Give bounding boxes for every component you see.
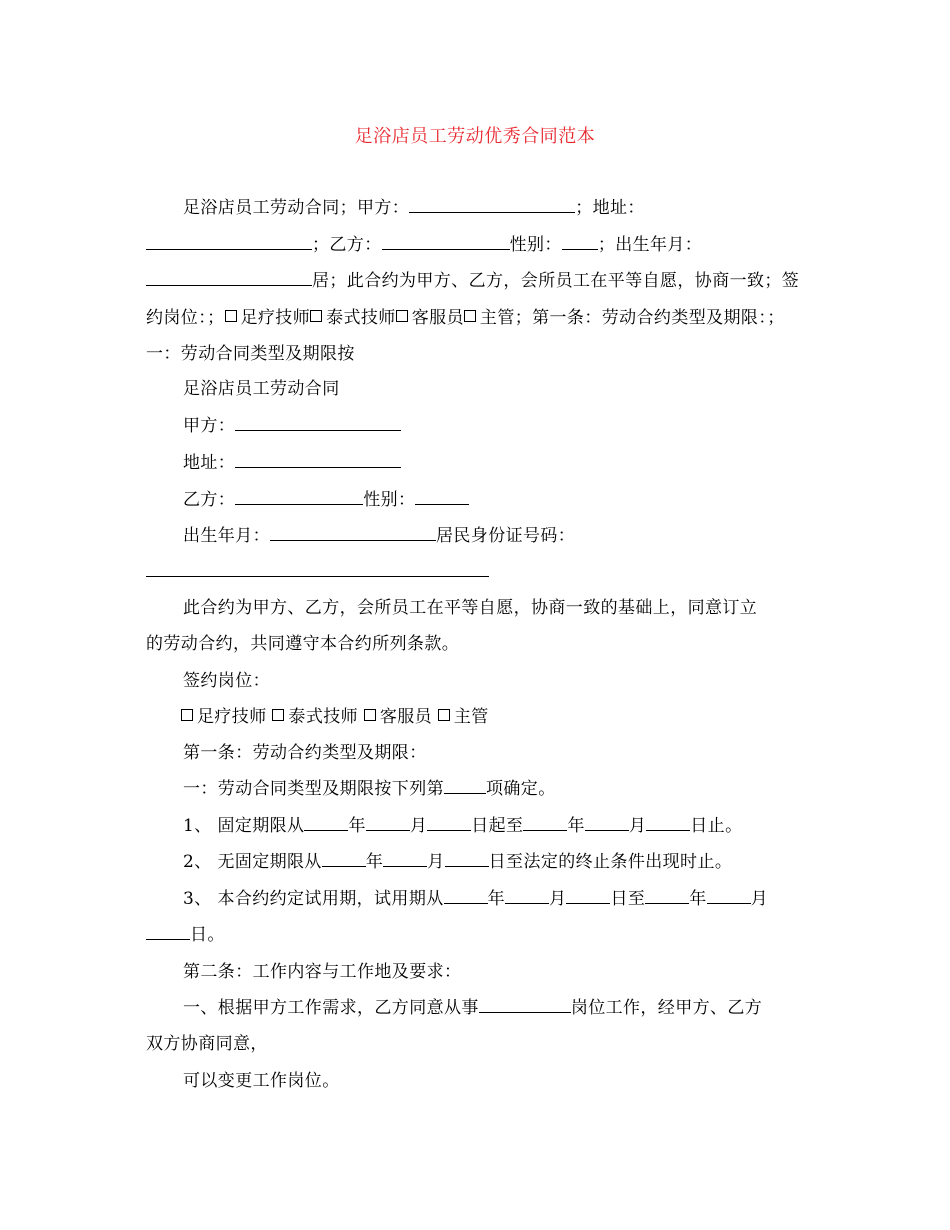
month-blank xyxy=(505,888,549,904)
birth-line xyxy=(183,524,575,548)
day-label: 日止。 xyxy=(690,816,743,836)
party-b-field xyxy=(235,489,363,505)
open-term-line xyxy=(183,850,732,874)
intro-text: 泰式技师 xyxy=(326,307,396,328)
month-blank xyxy=(383,851,427,867)
fixed-term-line xyxy=(183,814,742,838)
year-blank xyxy=(304,815,348,831)
month-blank xyxy=(366,815,410,831)
birth-label: 出生年月： xyxy=(183,526,270,546)
day-label: 日至 xyxy=(610,889,646,909)
agreement-line-2: 的劳动合约，共同遵守本合约所列条款。 xyxy=(146,634,460,654)
id-number-field xyxy=(146,576,489,577)
item-text: 固定期限从 xyxy=(217,816,305,836)
address-blank xyxy=(146,234,312,250)
work-line-2: 双方协商同意， xyxy=(146,1034,268,1054)
month-label: 月 xyxy=(750,889,769,909)
day-blank xyxy=(646,815,690,831)
intro-text: ；地址： xyxy=(575,198,645,218)
party-b-blank xyxy=(382,234,510,250)
intro-text: 客服员 xyxy=(411,307,464,328)
job-blank xyxy=(479,997,571,1013)
year-label: 年 xyxy=(365,852,384,872)
item-text: 无固定期限从 xyxy=(217,852,322,872)
work-line-3: 可以变更工作岗位。 xyxy=(183,1071,340,1091)
month-label: 月 xyxy=(628,816,647,836)
intro-text: 居；此合约为甲方、乙方，会所员工在平等自愿，协商一致；签约岗位：； xyxy=(146,271,800,328)
checkbox-icon xyxy=(181,709,193,721)
month-label: 月 xyxy=(549,889,567,909)
gender-field xyxy=(415,489,469,505)
article-2-heading: 第二条：工作内容与工作地及要求： xyxy=(183,962,462,982)
post-label: 签约岗位： xyxy=(183,671,270,691)
party-a-field xyxy=(235,415,401,431)
work-text: 岗位工作，经甲方、乙方 xyxy=(570,998,763,1018)
gender-blank xyxy=(562,234,598,250)
address-line xyxy=(183,451,401,475)
contract-heading: 足浴店员工劳动合同 xyxy=(183,379,340,399)
party-b-line xyxy=(183,488,469,512)
article-1-heading: 第一条：劳动合约类型及期限： xyxy=(183,743,427,763)
document-title: 足浴店员工劳动优秀合同范本 xyxy=(354,126,596,147)
probation-line-end xyxy=(146,923,225,947)
party-a-label: 甲方： xyxy=(183,416,236,436)
intro-text: 性别： xyxy=(509,234,562,255)
post-option: 泰式技师 xyxy=(288,707,359,727)
probation-line xyxy=(183,887,768,911)
post-option: 客服员 xyxy=(379,707,433,727)
checkbox-icon xyxy=(464,310,476,322)
address-label: 地址： xyxy=(183,453,236,473)
birth-blank xyxy=(146,270,312,286)
agreement-line-1: 此合约为甲方、乙方，会所员工在平等自愿，协商一致的基础上，同意订立 xyxy=(183,598,758,618)
id-label: 居民身份证号码： xyxy=(436,526,576,546)
day-blank xyxy=(566,888,610,904)
address-field xyxy=(235,452,401,468)
year-blank xyxy=(322,851,366,867)
post-option: 足疗技师 xyxy=(197,707,267,727)
intro-paragraph xyxy=(146,190,808,373)
year-label: 年 xyxy=(567,816,585,836)
intro-text: ；出生年月： xyxy=(597,234,703,255)
month-blank xyxy=(585,815,629,831)
item-text: 日至法定的终止条件出现时止。 xyxy=(488,852,733,872)
checkbox-icon xyxy=(225,310,237,322)
year-label: 年 xyxy=(348,816,366,836)
year-label: 年 xyxy=(689,889,707,909)
checkbox-icon xyxy=(438,709,450,721)
party-b-label: 乙方： xyxy=(183,490,236,510)
party-a-blank xyxy=(409,197,575,213)
checkbox-icon xyxy=(272,709,284,721)
year-label: 年 xyxy=(487,889,506,909)
day-label: 日。 xyxy=(190,925,225,945)
day-blank xyxy=(146,924,190,940)
term-type-text: 一：劳动合同类型及期限按下列第 xyxy=(183,779,444,799)
checkbox-icon xyxy=(310,310,322,322)
item-number: 1、 xyxy=(183,816,212,836)
year-blank xyxy=(645,888,689,904)
year-blank xyxy=(444,888,488,904)
work-line-1 xyxy=(183,996,762,1020)
month-label: 月 xyxy=(409,816,428,836)
intro-text: 主管；第一条：劳动合约类型及期限：；一：劳动合同类型及期限按 xyxy=(146,307,785,364)
item-number: 3、 xyxy=(183,889,212,909)
birth-field xyxy=(270,525,436,541)
day-label: 日起至 xyxy=(471,816,524,836)
work-text: 一、根据甲方工作需求，乙方同意从事 xyxy=(183,998,479,1018)
term-type-text: 项确定。 xyxy=(486,779,556,799)
term-item-blank xyxy=(444,778,486,794)
item-number: 2、 xyxy=(183,852,212,872)
intro-text: 足疗技师 xyxy=(240,307,311,328)
party-a-line xyxy=(183,414,401,438)
post-option: 主管 xyxy=(453,707,489,727)
year-blank xyxy=(523,815,567,831)
term-type-line xyxy=(183,777,556,801)
intro-text: 足浴店员工劳动合同；甲方： xyxy=(183,198,410,218)
checkbox-icon xyxy=(364,709,376,721)
item-text: 本合约约定试用期，试用期从 xyxy=(217,889,444,909)
checkbox-icon xyxy=(396,310,408,322)
month-label: 月 xyxy=(427,852,445,872)
intro-text: ；乙方： xyxy=(312,234,382,255)
day-blank xyxy=(445,851,489,867)
day-blank xyxy=(427,815,471,831)
gender-label: 性别： xyxy=(363,490,416,510)
month-blank xyxy=(707,888,751,904)
post-options xyxy=(181,705,489,729)
